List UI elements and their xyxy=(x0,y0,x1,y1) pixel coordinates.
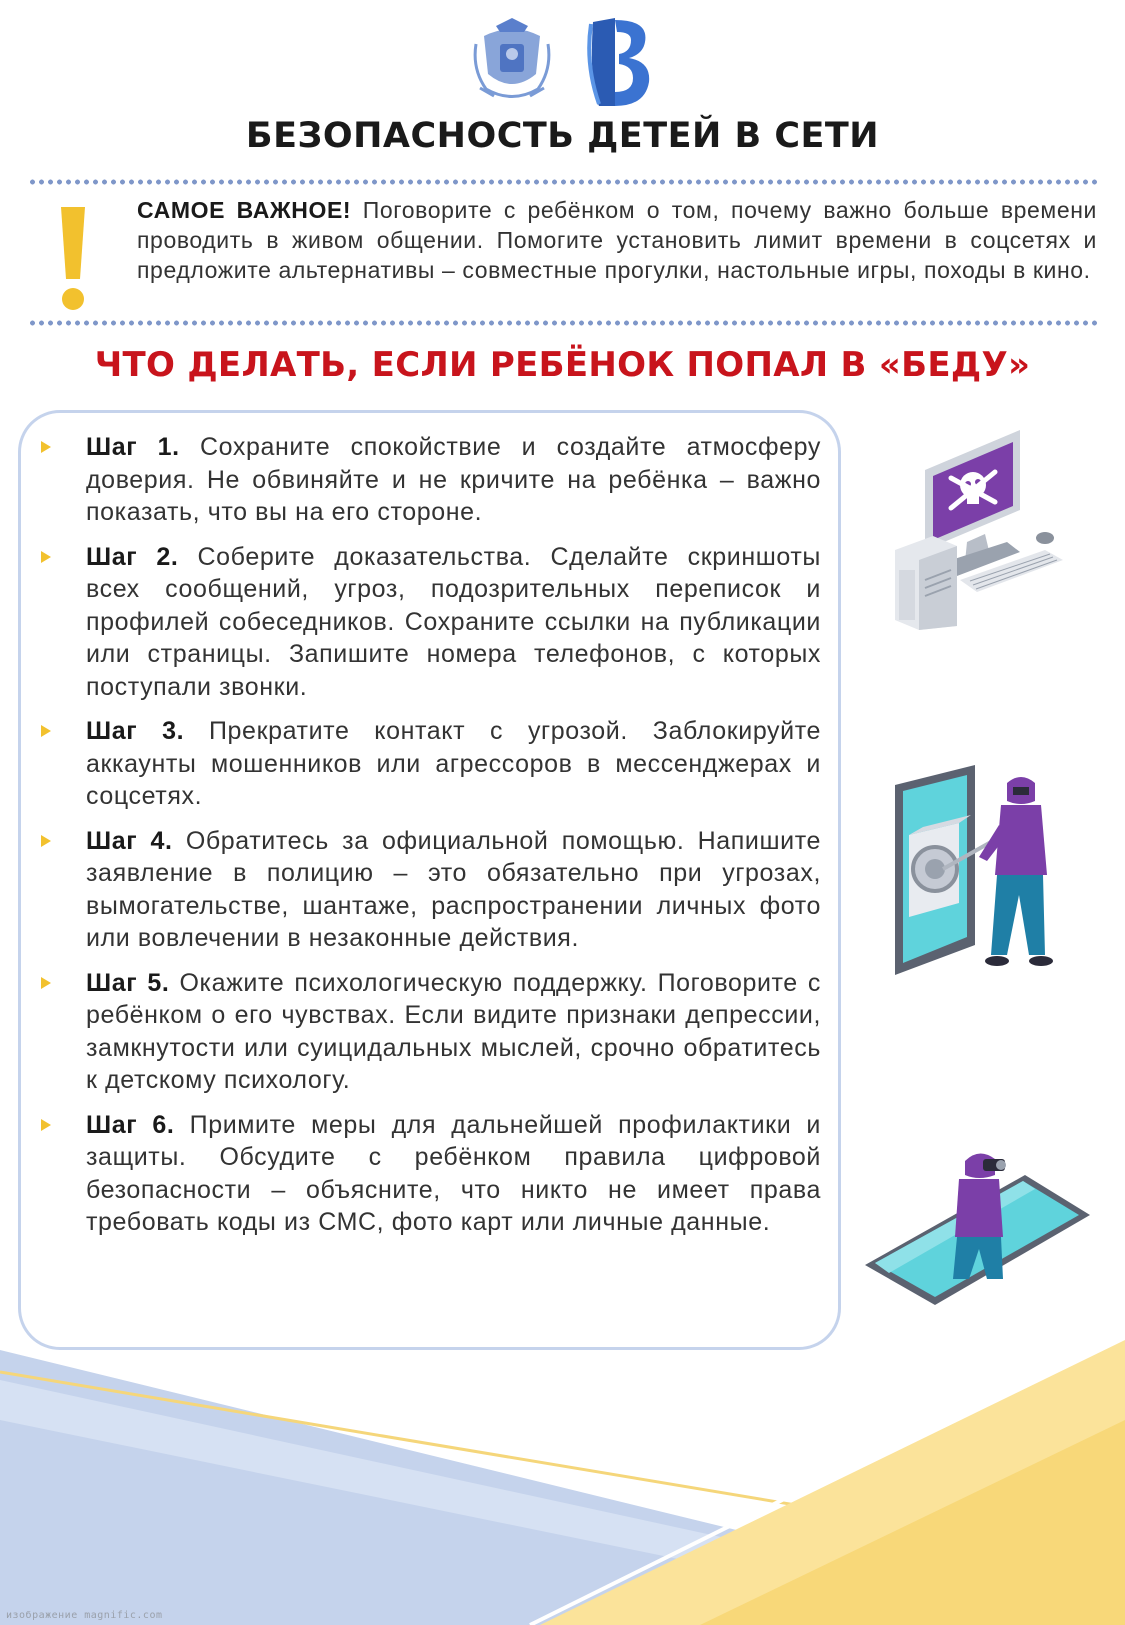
hacker-tablet-spy-icon xyxy=(865,1145,1090,1305)
bullet-arrow-icon xyxy=(41,725,51,737)
alert-box xyxy=(52,195,1097,315)
step-label: Шаг 2. xyxy=(86,542,179,571)
step-item-5 xyxy=(41,967,821,1097)
section-subtitle: ЧТО ДЕЛАТЬ, ЕСЛИ РЕБЁНОК ПОПАЛ В «БЕДУ» xyxy=(94,345,1031,385)
step-item-1 xyxy=(41,431,821,529)
dotted-divider-top xyxy=(28,179,1098,185)
step-item-2 xyxy=(41,541,821,704)
bullet-arrow-icon xyxy=(41,551,51,563)
hacker-phone-safe-icon xyxy=(895,765,1075,990)
hacked-computer-icon xyxy=(895,430,1065,630)
steps-list xyxy=(41,431,821,1251)
steps-card xyxy=(18,410,841,1350)
alert-text xyxy=(137,195,1097,285)
step-item-4 xyxy=(41,825,821,955)
step-text: Прекратите контакт с угрозой. Заблокируйте аккаунты мошенников или агрессоров в мессенджерах и соцсетях. xyxy=(86,717,821,810)
step-text: Окажите психологическую поддержку. Поговорите с ребёнком о его чувствах. Если видите признаки депрессии, замкнутости или суицидальных мыслей, срочно обратитесь к детскому психологу. xyxy=(86,968,821,1094)
exclamation-icon xyxy=(58,203,88,311)
step-label: Шаг 1. xyxy=(86,433,180,461)
alert-body: Поговорите с ребёнком о том, почему важно больше времени проводить в живом общении. Помогите установить лимит времени в соцсетях и предложите альтернативы – совместные прогулки, настольные игры, походы в кино. xyxy=(137,197,1097,283)
header-logos xyxy=(0,10,1125,110)
page-title: БЕЗОПАСНОСТЬ ДЕТЕЙ В СЕТИ xyxy=(245,116,880,156)
step-text: Примите меры для дальнейшей профилактики и защиты. Обсудите с ребёнком правила цифровой безопасности – объясните, что никто не имеет права требовать коды из СМС, фото карт или личные данные. xyxy=(86,1110,821,1236)
bullet-arrow-icon xyxy=(41,835,51,847)
step-item-3 xyxy=(41,715,821,813)
step-label: Шаг 4. xyxy=(86,826,173,855)
bullet-arrow-icon xyxy=(41,1119,51,1131)
watermark: изображение magnific.com xyxy=(6,1610,163,1621)
letter-v-logo-icon xyxy=(585,14,655,110)
coat-of-arms-icon xyxy=(466,14,558,106)
step-label: Шаг 5. xyxy=(86,968,170,997)
bullet-arrow-icon xyxy=(41,977,51,989)
step-text: Обратитесь за официальной помощью. Напишите заявление в полицию – это обязательно при угрозах, вымогательстве, шантаже, распространении личных фото или вовлечении в незаконные действия. xyxy=(86,826,821,952)
dotted-divider-bottom xyxy=(28,320,1098,326)
step-label: Шаг 6. xyxy=(86,1110,175,1139)
alert-bold-label: САМОЕ ВАЖНОЕ! xyxy=(137,197,352,223)
step-item-6 xyxy=(41,1109,821,1239)
step-text: Соберите доказательства. Сделайте скриншоты всех сообщений, угроз, подозрительных переписок и профилей собеседников. Сохраните ссылки на публикации или страницы. Запишите номера телефонов, с которых поступали звонки. xyxy=(86,542,821,701)
bullet-arrow-icon xyxy=(41,441,51,453)
step-text: Сохраните спокойствие и создайте атмосферу доверия. Не обвиняйте и не кричите на ребёнка – важно показать, что вы на его стороне. xyxy=(86,433,821,526)
step-label: Шаг 3. xyxy=(86,717,185,745)
